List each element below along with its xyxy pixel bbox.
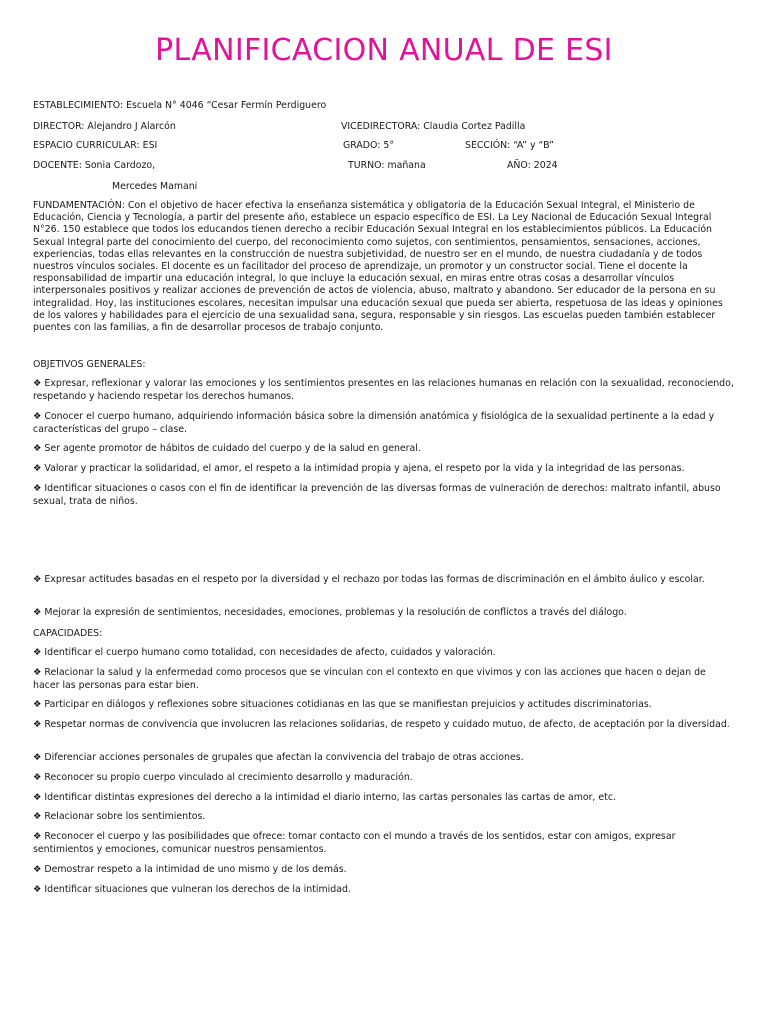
objetivo-item: ❖ Ser agente promotor de hábitos de cuidado del cuerpo y de la salud en general. <box>33 443 735 456</box>
capacidad-item: ❖ Participar en diálogos y reflexiones sobre situaciones cotidianas en las que se manifiestan prejuicios y actitudes discriminatorias. <box>33 699 735 712</box>
espacio-curricular-line: ESPACIO CURRICULAR: ESI <box>33 140 158 151</box>
seccion-line: SECCIÓN: “A” y “B” <box>465 140 554 151</box>
capacidad-item: ❖ Demostrar respeto a la intimidad de uno mismo y de los demás. <box>33 864 735 877</box>
objetivo-item: ❖ Mejorar la expresión de sentimientos, necesidades, emociones, problemas y la resolución de conflictos a través del diálogo. <box>33 607 735 620</box>
capacidad-item: ❖ Relacionar la salud y la enfermedad como procesos que se vinculan con el contexto en que vivimos y con las acciones que hacen o dejan de hacer las personas para estar bien. <box>33 667 735 693</box>
grado-line: GRADO: 5° <box>343 140 395 151</box>
capacidad-item: ❖ Respetar normas de convivencia que involucren las relaciones solidarias, de respeto y cuidado mutuo, de afecto, de aceptación por la diversidad. <box>33 719 735 732</box>
docente-line: DOCENTE: Sonia Cardozo, <box>33 160 156 171</box>
objetivos-heading: OBJETIVOS GENERALES: <box>33 359 146 370</box>
objetivo-item: ❖ Expresar, reflexionar y valorar las emociones y los sentimientos presentes en las relaciones humanas en relación con la sexualidad, reconociendo, respetando y haciendo respetar los derechos humanos. <box>33 378 735 404</box>
objetivo-item: ❖ Conocer el cuerpo humano, adquiriendo información básica sobre la dimensión anatómica y fisiológica de la sexualidad pertinente a la edad y características del grupo – clase. <box>33 411 735 437</box>
capacidad-item: ❖ Diferenciar acciones personales de grupales que afectan la convivencia del trabajo de otras acciones. <box>33 752 735 765</box>
docente-second-line: Mercedes Mamani <box>112 181 198 192</box>
director-line: DIRECTOR: Alejandro J Alarcón <box>33 121 176 132</box>
capacidades-heading: CAPACIDADES: <box>33 628 103 639</box>
capacidad-item: ❖ Identificar el cuerpo humano como totalidad, con necesidades de afecto, cuidados y valoración. <box>33 647 735 660</box>
capacidad-item: ❖ Relacionar sobre los sentimientos. <box>33 811 735 824</box>
objetivo-item: ❖ Valorar y practicar la solidaridad, el amor, el respeto a la intimidad propia y ajena, el respeto por la vida y la integridad de las personas. <box>33 463 735 476</box>
objetivo-item: ❖ Identificar situaciones o casos con el fin de identificar la prevención de las diversas formas de vulneración de derechos: maltrato infantil, abuso sexual, trata de niños. <box>33 483 735 509</box>
anio-line: AÑO: 2024 <box>507 160 558 171</box>
turno-line: TURNO: mañana <box>348 160 426 171</box>
capacidad-item: ❖ Identificar situaciones que vulneran los derechos de la intimidad. <box>33 884 735 897</box>
capacidad-item: ❖ Reconocer su propio cuerpo vinculado al crecimiento desarrollo y maduración. <box>33 772 735 785</box>
objetivo-item: ❖ Expresar actitudes basadas en el respeto por la diversidad y el rechazo por todas las formas de discriminación en el ámbito áulico y escolar. <box>33 574 735 587</box>
establecimiento-line: ESTABLECIMIENTO: Escuela N° 4046 “Cesar Fermín Perdiguero <box>33 100 327 111</box>
capacidad-item: ❖ Reconocer el cuerpo y las posibilidades que ofrece: tomar contacto con el mundo a través de los sentidos, estar con amigos, expresar sentimientos y emociones, comunicar nuestros pensamientos. <box>33 831 735 857</box>
vicedirectora-line: VICEDIRECTORA: Claudia Cortez Padilla <box>341 121 526 132</box>
capacidad-item: ❖ Identificar distintas expresiones del derecho a la intimidad el diario interno, las cartas personales las cartas de amor, etc. <box>33 792 735 805</box>
fundamentacion-paragraph: FUNDAMENTACIÓN: Con el objetivo de hacer efectiva la enseñanza sistemática y obligatoria de la Educación Sexual Integral, el Ministerio de Educación, Ciencia y Tecnología, a partir del presente año, establece un espacio específico de ESI. La Ley Nacional de Educación Sexual Integral N°26. 150 establece que todos los educandos tienen derecho a recibir Educación Sexual Integral en los establecimientos públicos. La Educación Sexual Integral parte del conocimiento del cuerpo, del reconocimiento como sujetos, con sentimientos, pensamientos, sensaciones, acciones, experiencias, todas ellas relevantes en la construcción de nuestra subjetividad, de nuestro ser en el mundo, de nuestra ciudadanía y de todos nuestros vínculos sociales. El docente es un facilitador del proceso de aprendizaje, un promotor y un constructor social. Tiene el docente la responsabilidad de impartir una educación integral, lo que incluye la educación sexual, en miras entre otras cosas a desarrollar vínculos interpersonales positivos y realizar acciones de prevención de actos de violencia, abuso, maltrato y abandono. Ser educador de la persona en su integralidad. Hoy, las instituciones escolares, necesitan impulsar una educación sexual que pueda ser abierta, respetuosa de las ideas y opiniones de los valores y habilidades para el ejercicio de una sexualidad sana, segura, responsable y sin riesgos. Las escuelas pueden también establecer puentes con las familias, a fin de desarrollar procesos de trabajo conjunto. <box>33 200 723 334</box>
document-title: PLANIFICACION ANUAL DE ESI <box>155 33 613 68</box>
